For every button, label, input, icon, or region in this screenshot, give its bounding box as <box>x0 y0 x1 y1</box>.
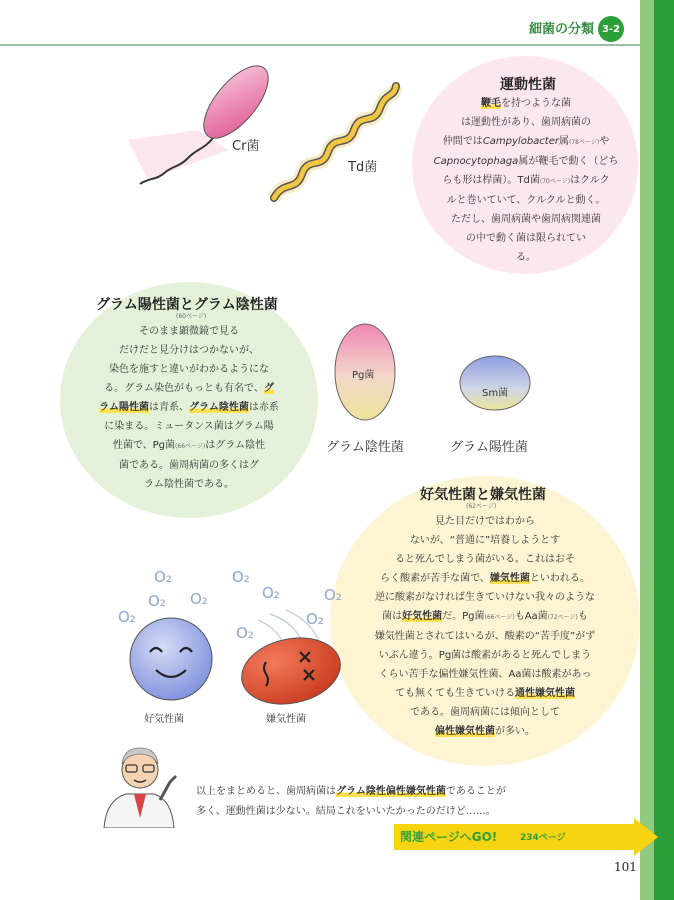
text-line: ても無くても生きていける通性嫌気性菌 <box>395 688 575 699</box>
text-line: に染まる。ミュータンス菌はグラム陽 <box>104 421 274 432</box>
o2-symbol: O₂ <box>324 586 342 604</box>
oxygen-text <box>350 512 620 741</box>
gram-text <box>74 322 304 494</box>
text-line: る。 <box>516 252 536 263</box>
text-line: は運動性があり、歯周病菌の <box>461 117 591 128</box>
text-line: ラム陰性菌である。 <box>144 479 234 490</box>
section-title: 細菌の分類 <box>528 22 594 37</box>
text-line: 菌である。歯周病菌の多くはグ <box>119 460 259 471</box>
text-line: る。グラム染色がもっとも有名で、グ <box>104 383 274 394</box>
gram-positive-label: グラム陽性菌 <box>450 440 528 455</box>
side-bar-light <box>640 0 654 900</box>
gram-ref: (60ページ) <box>176 313 207 320</box>
gram-negative-label: グラム陰性菌 <box>326 440 404 455</box>
text-line: らく酸素が苦手な菌で、嫌気性菌といわれる。 <box>380 573 590 584</box>
highlighted-term: 好気性菌 <box>402 611 443 622</box>
text-line: ると死んでしまう菌がいる。これはおそ <box>395 554 575 565</box>
page-number: 101 <box>614 860 637 874</box>
text-line: 以上をまとめると、歯周病菌はグラム陰性偏性嫌気性菌であることが <box>196 786 506 797</box>
aerobic-bacterium-illustration <box>128 616 214 702</box>
genus-name: Capnocytophaga <box>433 156 519 167</box>
anaerobic-bacterium-illustration <box>238 636 344 706</box>
o2-symbol: O₂ <box>154 568 172 586</box>
motile-text <box>424 94 628 267</box>
text-line: 染色を施すと違いがわかるようにな <box>109 364 269 375</box>
highlighted-term: 鞭毛 <box>481 98 501 109</box>
cr-label: Cr菌 <box>232 139 260 154</box>
highlighted-term: ラム陽性菌 <box>99 402 149 413</box>
text-line: 逆に酸素がなければ生きていけない我々のような <box>375 592 595 603</box>
td-bacterium-illustration <box>262 70 402 210</box>
text-line: である。歯周病菌には傾向として <box>410 707 560 718</box>
page-reference: (66ページ) <box>484 614 515 621</box>
text-line: 嫌気性菌とされてはいるが、酸素の“苦手度”がず <box>374 631 596 642</box>
text-line: 菌は好気性菌だ。Pg菌(66ページ)もAa菌(72ページ)も <box>382 611 588 622</box>
td-label: Td菌 <box>348 160 378 175</box>
side-bar-dark <box>654 0 674 900</box>
text-line: 仲間ではCampylobacter属(78ページ)や <box>442 136 610 147</box>
anaerobic-label: 嫌気性菌 <box>266 714 306 725</box>
aerobic-label: 好気性菌 <box>144 714 184 725</box>
o2-symbol: O₂ <box>236 624 254 642</box>
oxygen-title: 好気性菌と嫌気性菌 <box>420 487 546 503</box>
section-number-badge: 3-2 <box>598 16 624 42</box>
highlighted-term: グラム陰性菌 <box>189 402 249 413</box>
o2-symbol: O₂ <box>118 608 136 626</box>
highlighted-term: 嫌気性菌 <box>489 573 530 584</box>
pg-label: Pg菌 <box>352 370 375 381</box>
text-line: 多く、運動性菌は少ない。結局これをいいたかったのだけど……。 <box>196 806 496 817</box>
page-reference: (72ページ) <box>547 614 578 621</box>
page-reference: (70ページ) <box>539 178 571 185</box>
aerobic-cell-body <box>130 618 212 700</box>
text-line: 性菌で、Pg菌(66ページ)はグラム陰性 <box>112 440 266 451</box>
anaerobic-cell-body <box>238 636 344 706</box>
o2-symbol: O₂ <box>262 584 280 602</box>
text-line: Capnocytophaga属が鞭毛で動く（どち <box>433 156 619 167</box>
highlighted-term: 偏性嫌気性菌 <box>435 726 495 737</box>
sm-label: Sm菌 <box>482 388 509 399</box>
related-page-label: 関連ページへGO! <box>400 830 498 844</box>
text-line: いぶん違う。Pg菌は酸素があると死んでしまう <box>378 650 592 661</box>
text-line: の中で動く菌は限られてい <box>466 233 586 244</box>
text-line: だけだと見分けはつかないが、 <box>119 345 259 356</box>
page-reference: (66ページ) <box>175 443 206 450</box>
text-line: ただし、歯周病菌や歯周病関連菌 <box>451 214 601 225</box>
text-line: らも形は桿菌）。Td菌(70ページ)はクルク <box>442 175 610 186</box>
o2-symbol: O₂ <box>190 590 208 608</box>
gram-title: グラム陽性菌とグラム陰性菌 <box>96 297 278 313</box>
header-rule <box>0 44 640 46</box>
page-reference: (78ページ) <box>568 139 600 146</box>
summary-text <box>196 782 506 822</box>
text-line: 偏性嫌気性菌が多い。 <box>435 726 535 737</box>
motile-title: 運動性菌 <box>500 77 556 93</box>
text-line: ラム陽性菌は青系、グラム陰性菌は赤系 <box>99 402 279 413</box>
highlighted-term: 通性嫌気性菌 <box>515 688 575 699</box>
genus-name: Campylobacter <box>482 136 559 147</box>
highlighted-term: グラム陰性偏性嫌気性菌 <box>336 786 446 797</box>
sm-cell-body <box>460 356 530 410</box>
text-line: 鞭毛を持つような菌 <box>481 98 571 109</box>
text-line: 見た目だけではわから <box>435 516 535 527</box>
text-line: くらい苦手な偏性嫌気性菌、Aa菌は酸素があっ <box>378 669 592 680</box>
text-line: ルと巻いていて、クルクルと動く。 <box>446 195 606 206</box>
highlighted-term: グ <box>263 383 274 394</box>
doctor-character-illustration <box>96 742 182 828</box>
o2-symbol: O₂ <box>306 610 324 628</box>
text-line: そのまま顕微鏡で見る <box>139 326 239 337</box>
sm-bacterium-illustration <box>458 354 532 412</box>
o2-symbol: O₂ <box>148 592 166 610</box>
o2-symbol: O₂ <box>232 568 250 586</box>
oxygen-ref: (62ページ) <box>466 503 497 510</box>
text-line: ないが、“普通に”培養しようとす <box>409 535 561 546</box>
related-page-number: 234ページ <box>520 833 566 843</box>
pointer-stick <box>160 776 176 800</box>
